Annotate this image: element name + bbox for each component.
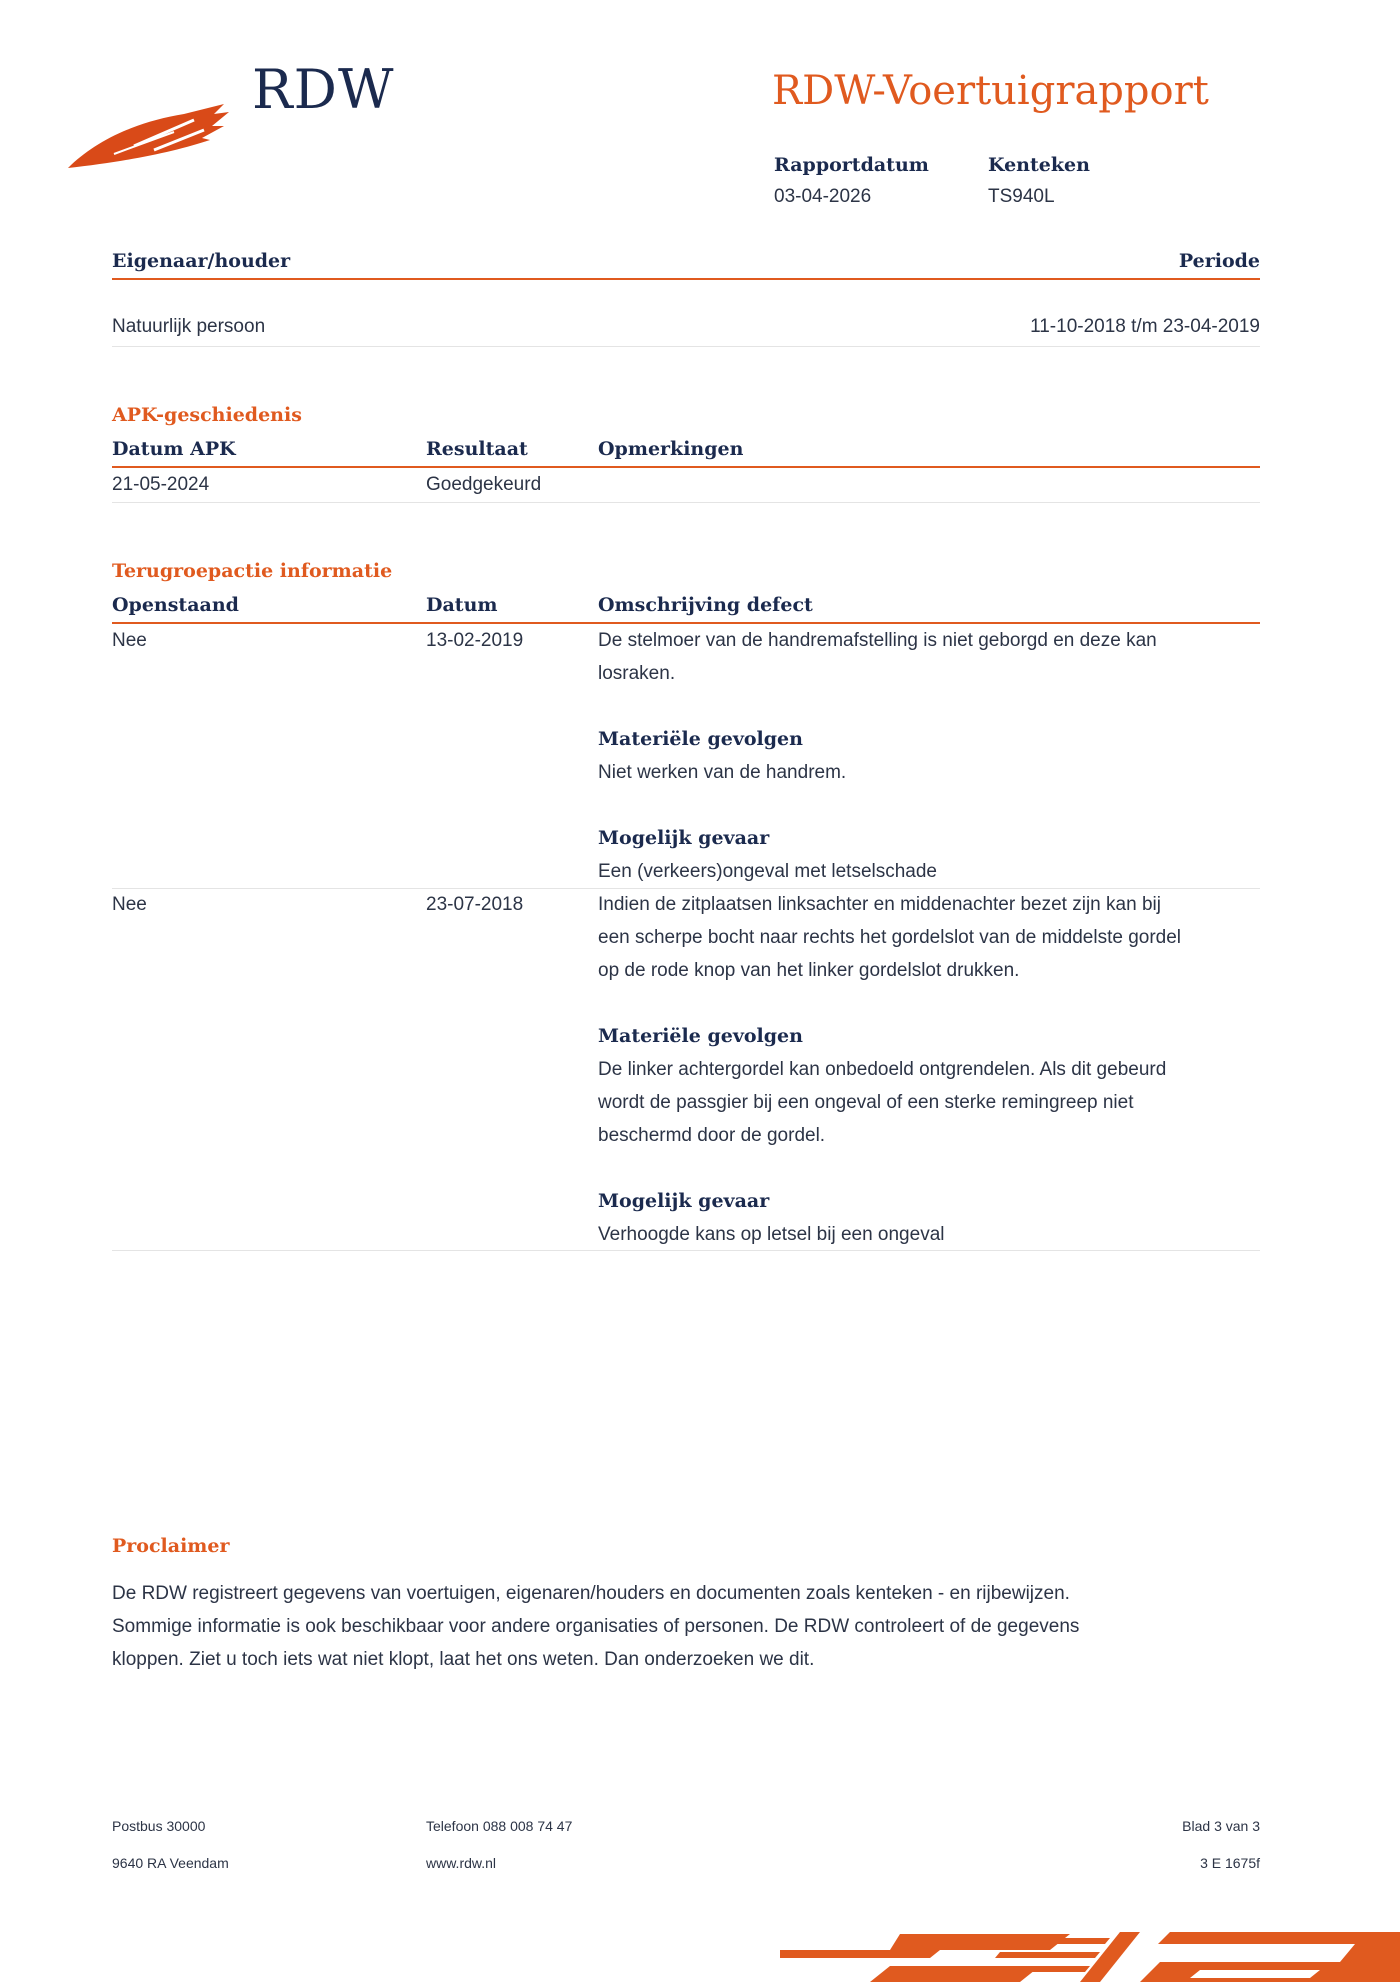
recall-defect-line: Indien de zitplaatsen linksachter en middenachter bezet zijn kan bij [598,894,1161,915]
consequences-label: Materiële gevolgen [598,1025,803,1047]
rdw-logo [64,58,395,178]
footer-website[interactable]: www.rdw.nl [426,1855,497,1871]
proclaimer-section [112,1535,1260,1676]
recall-col-defect: Omschrijving defect [598,594,813,616]
decorative-stripes-icon [780,1922,1400,1982]
period-value: 11-10-2018 t/m 23-04-2019 [1030,316,1260,337]
apk-col-remarks: Opmerkingen [598,438,744,460]
apk-title: APK-geschiedenis [112,404,302,426]
danger-text: Verhoogde kans op letsel bij een ongeval [598,1224,945,1245]
table-row [112,624,1260,888]
recall-defect-line: op de rode knop van het linker gordelslot drukken. [598,960,1020,981]
recall-defect-block [598,888,1260,1251]
apk-header [112,438,1260,468]
recall-defect-line: De stelmoer van de handremafstelling is niet geborgd en deze kan [598,630,1157,651]
proclaimer-line: Sommige informatie is ook beschikbaar voor andere organisaties of personen. De RDW controleert of de gegevens [112,1616,1080,1637]
owner-header [112,250,1260,280]
logo-text: RDW [252,58,395,121]
owner-label: Eigenaar/houder [112,250,291,272]
report-title: RDW-Voertuigrapport [772,68,1209,114]
apk-section [112,404,1260,502]
danger-label: Mogelijk gevaar [598,1190,770,1212]
recall-date: 23-07-2018 [426,894,524,915]
footer-address-1: Postbus 30000 [112,1818,206,1834]
rdw-wing-icon [64,92,234,172]
owner-section [112,250,1260,337]
owner-divider [112,346,1260,347]
table-row [112,888,1260,1250]
recall-open: Nee [112,894,147,915]
proclaimer-line: kloppen. Ziet u toch iets wat niet klopt, laat het ons weten. Dan onderzoeken we dit. [112,1649,815,1670]
consequences-text: beschermd door de gordel. [598,1125,826,1146]
period-label: Periode [1178,250,1260,272]
apk-col-result: Resultaat [426,438,528,460]
report-date-value: 03-04-2026 [774,186,872,207]
recall-header [112,594,1260,624]
recall-divider [112,1250,1260,1251]
plate-value: TS940L [988,186,1055,207]
consequences-text: Niet werken van de handrem. [598,762,847,783]
recall-col-date: Datum [426,594,498,616]
proclaimer-line: De RDW registreert gegevens van voertuigen, eigenaren/houders en documenten zoals kenteken - en rijbewijzen. [112,1583,1070,1604]
plate-block [988,154,1090,208]
table-row [112,468,1260,502]
footer-phone: Telefoon 088 008 74 47 [426,1818,573,1834]
proclaimer-text [112,1577,1260,1676]
apk-divider [112,502,1260,503]
apk-date: 21-05-2024 [112,474,210,495]
danger-text: Een (verkeers)ongeval met letselschade [598,861,938,882]
owner-value: Natuurlijk persoon [112,316,266,337]
recall-defect-line: losraken. [598,663,676,684]
danger-label: Mogelijk gevaar [598,827,770,849]
recall-defect-line: een scherpe bocht naar rechts het gordelslot van de middelste gordel [598,927,1182,948]
consequences-text: wordt de passgier bij een ongeval of een sterke remingreep niet [598,1092,1134,1113]
recall-col-open: Openstaand [112,594,239,616]
plate-label: Kenteken [988,154,1090,176]
recall-title: Terugroepactie informatie [112,560,393,582]
consequences-label: Materiële gevolgen [598,728,803,750]
recall-defect-block [598,624,1260,888]
report-date-block [774,154,929,208]
recall-date: 13-02-2019 [426,630,524,651]
apk-col-date: Datum APK [112,438,236,460]
report-date-label: Rapportdatum [774,154,929,176]
footer-page-number: Blad 3 van 3 [1182,1818,1260,1834]
proclaimer-title: Proclaimer [112,1535,230,1557]
apk-result: Goedgekeurd [426,474,542,495]
recall-section [112,560,1260,1250]
recall-open: Nee [112,630,147,651]
footer-doc-code: 3 E 1675f [1200,1855,1260,1871]
consequences-text: De linker achtergordel kan onbedoeld ontgrendelen. Als dit gebeurd [598,1059,1167,1080]
footer-address-2: 9640 RA Veendam [112,1855,229,1871]
